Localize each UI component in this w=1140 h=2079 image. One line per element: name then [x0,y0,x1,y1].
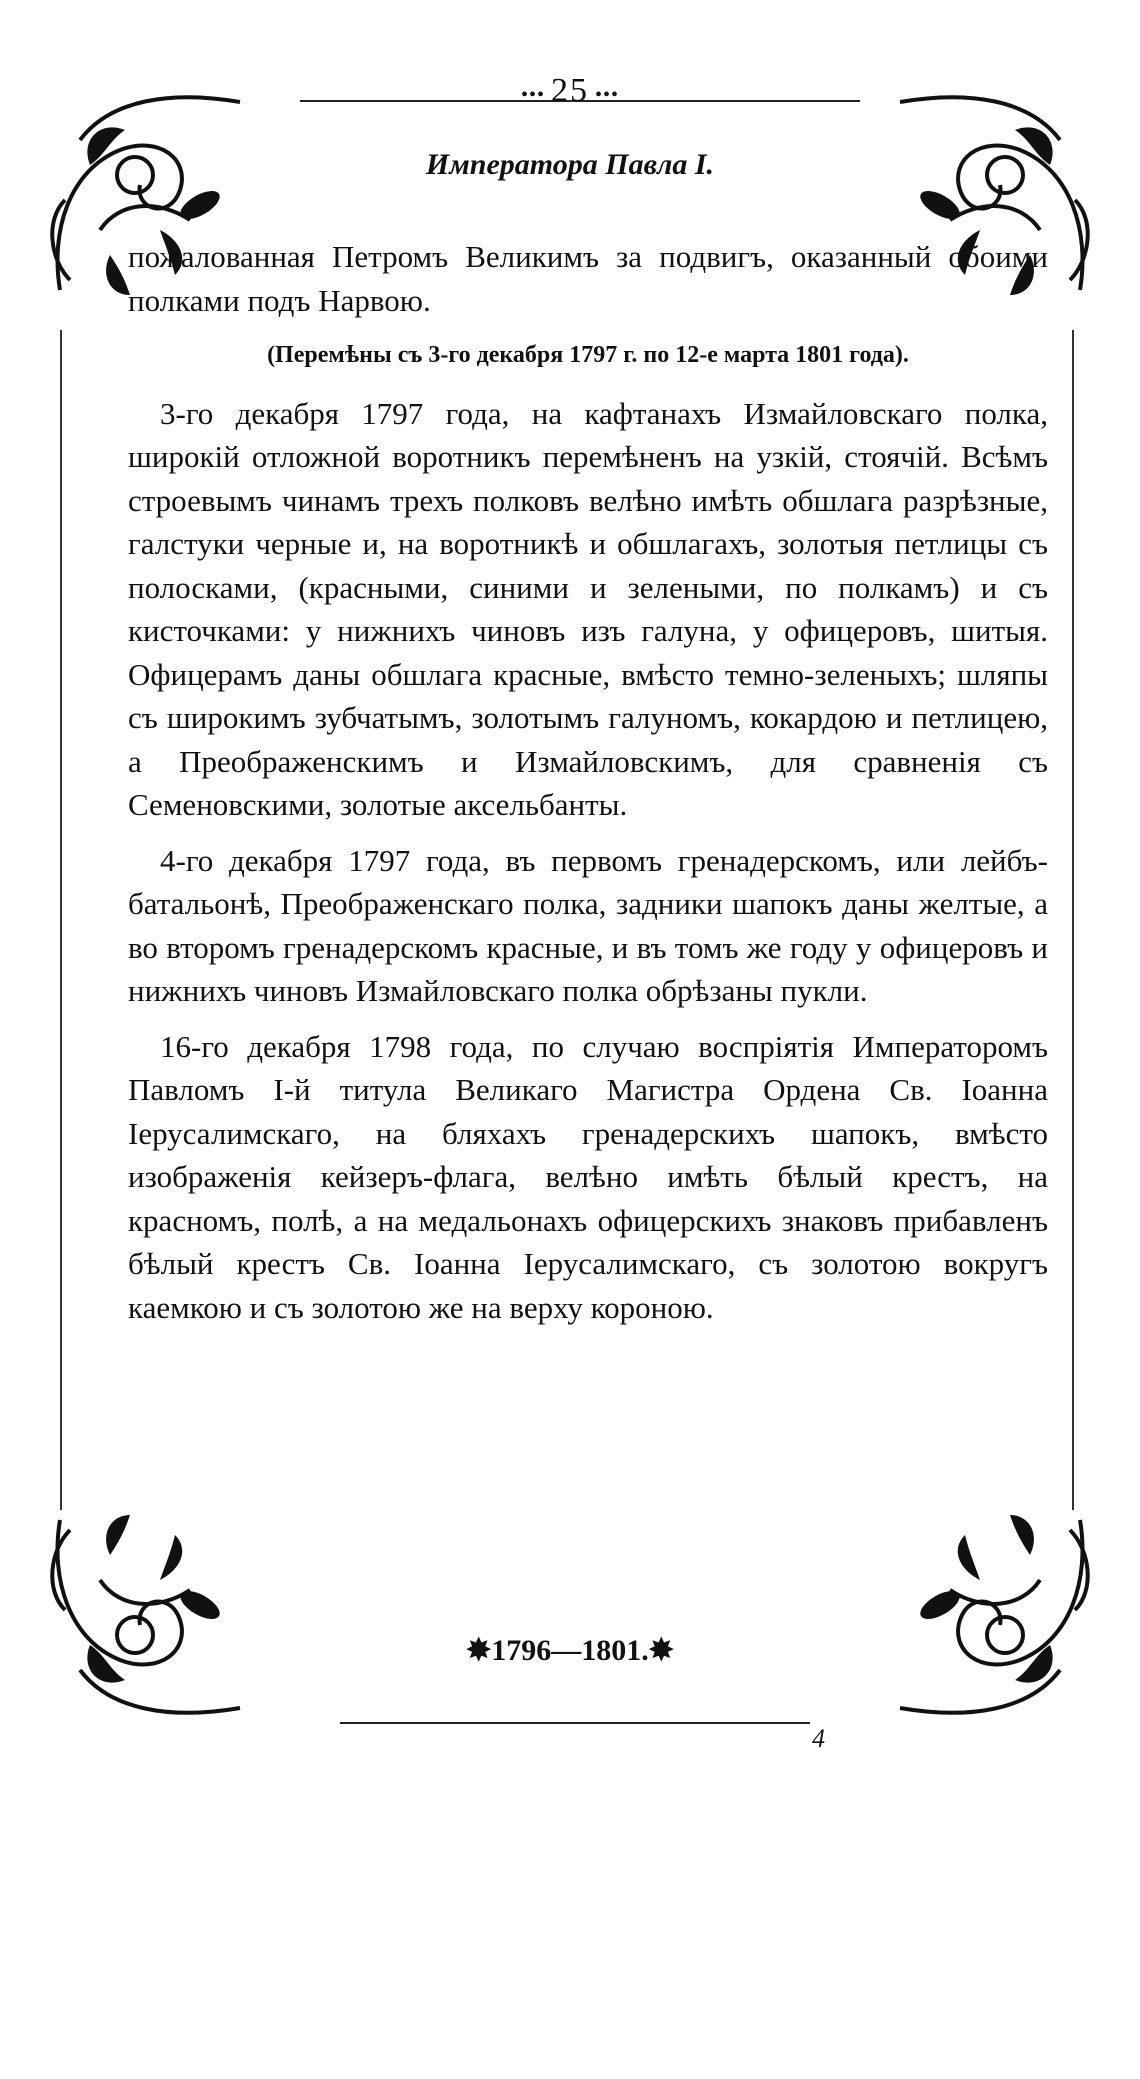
corner-ornament-bottom-right [840,1490,1100,1730]
paragraph-2: 4-го декабря 1797 года, въ первомъ гренадерскомъ, или лейбъ-батальонѣ, Преображенскаго полка, задники шапокъ даны желтые, а во второмъ гренадерскомъ красные, и въ томъ же году у офицеровъ и нижнихъ чиновъ Измайловскаго полка обрѣзаны пукли. [128,842,1048,1008]
frame-bottom-rule [340,1722,810,1724]
asterisk-ornament-left: ✸ [466,1634,492,1667]
page-number [0,72,1140,110]
page-number-flourish-right: ••• [589,84,620,106]
signature-mark: 4 [812,1724,825,1753]
frame-right-rule [1072,330,1074,1510]
body-text [128,235,1048,1341]
asterisk-ornament-right: ✸ [648,1634,674,1667]
paragraph-3: 16-го декабря 1798 года, по случаю воспріятія Императоромъ Павломъ I-й титула Великаго Магистра Ордена Св. Іоанна Іерусалимскаго, на бляхахъ гренадерскихъ шапокъ, вмѣсто изображенія кейзеръ-флага, велѣно имѣть бѣлый крестъ, на красномъ, полѣ, а на медальонахъ офицерскихъ знаковъ прибавленъ бѣлый крестъ Св. Іоанна Іерусалимскаго, съ золотою вокругъ каемкою и съ золотою же на верху короною. [128,1028,1048,1325]
footer-years [0,1633,1140,1668]
section-subheading: (Перемѣны съ 3-го декабря 1797 г. по 12-е марта 1801 года). [267,342,909,368]
paragraph-continued: пожалованная Петромъ Великимъ за подвигъ, оказанный обоими полками подъ Нарвою. [128,239,1048,318]
page-number-value: 25 [551,72,589,109]
frame-left-rule [60,330,62,1510]
corner-ornament-bottom-left [40,1490,300,1730]
running-head: Императора Павла I. [425,148,715,181]
page-number-flourish-left: ••• [520,84,551,106]
footer-years-text: 1796—1801. [491,1634,649,1667]
paragraph-1: 3-го декабря 1797 года, на кафтанахъ Измайловскаго полка, широкій отложной воротникъ перемѣненъ на узкій, стоячій. Всѣмъ строевымъ чинамъ трехъ полковъ велѣно имѣть обшлага разрѣзные, галстуки черные и, на воротникѣ и обшлагахъ, золотыя петлицы съ полосками, (красными, синими и зелеными, по полкамъ) и съ кисточками: у нижнихъ чиновъ изъ галуна, у офицеровъ, шитыя. Офицерамъ даны обшлага красные, вмѣсто темно-зеленыхъ; шляпы съ широкимъ зубчатымъ, золотымъ галуномъ, кокардою и петлицею, а Преображенскимъ и Измайловскимъ, для сравненія съ Семеновскими, золотые аксельбанты. [128,395,1048,822]
